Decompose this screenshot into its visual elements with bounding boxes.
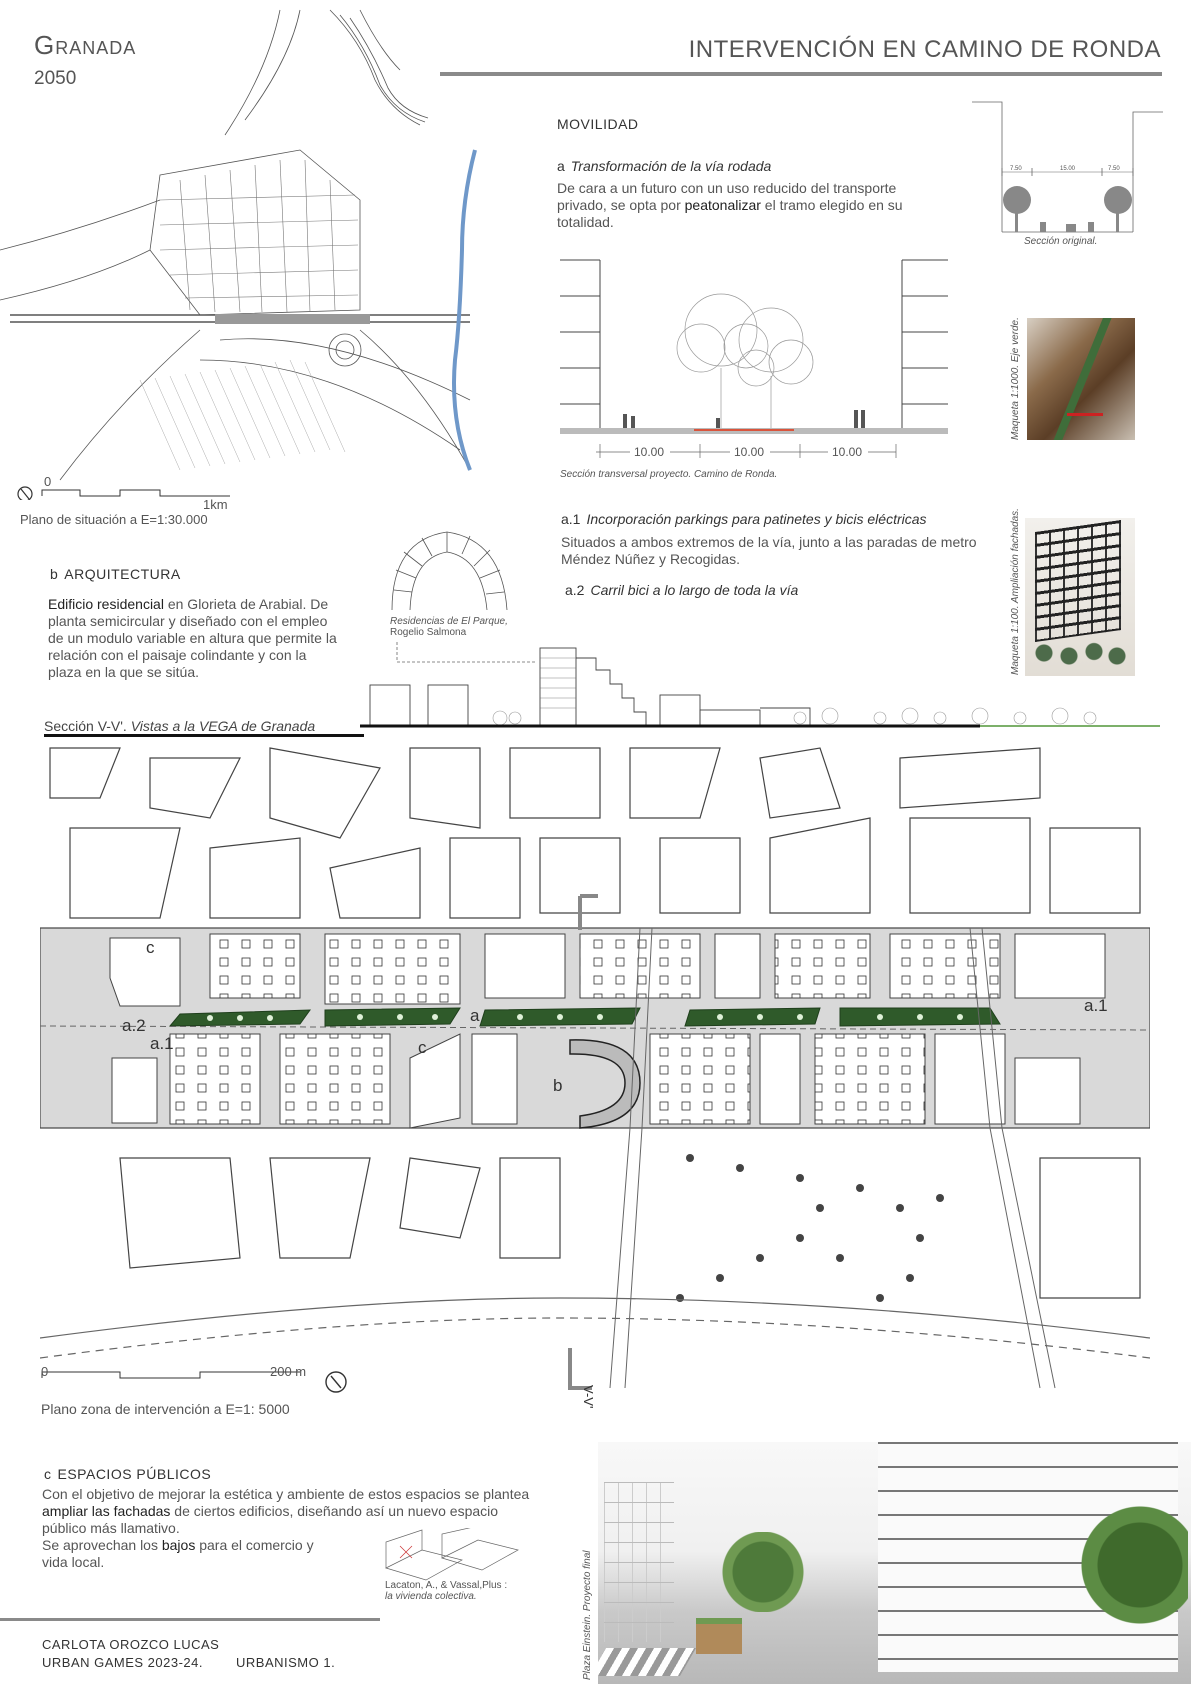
public-spaces-heading (44, 1466, 211, 1482)
plaza-einstein-render (598, 1442, 1191, 1684)
facade-grid (1035, 520, 1121, 642)
salmona-caption-1: Residencias de El Parque, (390, 616, 508, 627)
salmona-caption (390, 616, 508, 638)
public-spaces-text-b (42, 1537, 332, 1571)
section-vv-label-text: Sección V-V'. (44, 718, 127, 734)
original-dim-2: 15.00 (1060, 166, 1076, 172)
original-dim-1: 7.50 (1010, 166, 1022, 172)
public-spaces-tag: c (44, 1466, 52, 1482)
mobility-a-text (557, 180, 937, 231)
lacaton-caption (385, 1580, 507, 1602)
mobility-a1-title-text: Incorporación parkings para patinetes y bicis eléctricas (586, 511, 927, 527)
title-rule (440, 72, 1162, 76)
render-crosswalk (598, 1648, 696, 1676)
maqueta-2-caption: Maqueta 1:100. Ampliación fachadas. (1010, 508, 1021, 675)
lacaton-reference-sketch (382, 1528, 528, 1586)
year-label: 2050 (34, 68, 77, 89)
architecture-text-bold: Edificio residencial (48, 596, 164, 612)
salmona-caption-2: Rogelio Salmona (390, 627, 467, 638)
mobility-a2-title-text: Carril bici a lo largo de toda la vía (590, 582, 799, 598)
plan-label-a2: a.2 (122, 1016, 146, 1035)
section-vv-label-italic: Vistas a la VEGA de Granada (130, 718, 316, 734)
plan-cut-label: V-V' (581, 1385, 596, 1409)
red-marker (1067, 413, 1103, 416)
footer-author: CARLOTA OROZCO LUCAS (42, 1637, 220, 1652)
section-vv-label (44, 718, 315, 734)
mobility-a1-text: Situados a ambos extremos de la vía, junto a las paradas de metro Méndez Núñez y Recogidas. (561, 534, 977, 567)
footer-course: URBANISMO 1. (236, 1655, 336, 1670)
project-dim-1: 10.00 (634, 445, 665, 459)
mobility-a-text-2: el tramo elegido en su totalidad. (557, 197, 903, 230)
architecture-tag: b (50, 566, 59, 582)
architecture-text-body: en Glorieta de Arabial. De planta semicircular y diseñado con el empleo de un modulo variable en altura que permite la relación con el paisaje colindante y con la plaza en la que se sitúa. (48, 596, 337, 680)
section-vv-drawing (360, 640, 1160, 740)
mobility-a-title (557, 158, 771, 174)
mobility-a-title-text: Transformación de la vía rodada (570, 158, 772, 174)
plan-label-b: b (553, 1076, 563, 1095)
city-title: Granada (34, 30, 137, 60)
situation-plan-caption: Plano de situación a E=1:30.000 (20, 512, 208, 527)
original-section-caption: Sección original. (1024, 236, 1098, 247)
page-title: INTERVENCIÓN EN CAMINO DE RONDA (688, 36, 1161, 63)
mobility-a-text-bold: peatonalizar (684, 197, 761, 213)
project-section-caption: Sección transversal proyecto. Camino de Ronda. (560, 469, 778, 480)
render-tree-left (718, 1532, 808, 1612)
public-spaces-text-3: Se aprovechan los (42, 1537, 162, 1553)
plan-label-a: a (470, 1006, 480, 1025)
section-vv-ground-line (44, 734, 364, 737)
plan-label-a1-east: a.1 (1084, 996, 1108, 1015)
original-dim-3: 7.50 (1108, 166, 1120, 172)
salmona-reference-sketch (382, 520, 517, 620)
lacaton-caption-2: la vivienda colectiva. (385, 1591, 477, 1602)
public-spaces-heading-text: ESPACIOS PÚBLICOS (57, 1466, 212, 1482)
public-spaces-bold-1: ampliar las fachadas (42, 1503, 171, 1519)
intervention-plan-drawing (40, 738, 1150, 1398)
mobility-heading: MOVILIDAD (557, 116, 639, 132)
plan-label-a1-west: a.1 (150, 1034, 174, 1053)
mobility-a1-title (561, 511, 927, 527)
situation-scale-km: 1km (203, 497, 228, 512)
plan-label-c-south: c (418, 1038, 427, 1057)
architecture-heading-text: ARQUITECTURA (64, 566, 181, 582)
public-spaces-text-2: de ciertos edificios, diseñando así un nuevo espacio público más llamativo. (42, 1503, 499, 1536)
mobility-a-text-1: De cara a un futuro con un uso reducido del transporte privado, se opta por (557, 180, 897, 213)
plaza-einstein-caption: Plaza Einstein. Proyecto final (582, 1550, 593, 1680)
maqueta-green-axis-photo (1027, 318, 1135, 440)
architecture-text (48, 596, 338, 681)
render-left-building (604, 1482, 674, 1642)
render-tree-right (1068, 1502, 1188, 1642)
footer-rule (0, 1618, 380, 1621)
public-spaces-bold-2: bajos (161, 1537, 196, 1553)
mobility-a1-tag: a.1 (561, 511, 581, 527)
public-spaces-text-1: Con el objetivo de mejorar la estética y ambiente de estos espacios se plantea (42, 1486, 530, 1502)
project-dim-3: 10.00 (832, 445, 863, 459)
public-spaces-text-4: para el comercio y vida local. (42, 1537, 314, 1570)
situation-plan-drawing (0, 0, 490, 500)
mobility-a-tag: a (557, 158, 565, 174)
original-section-drawing (970, 100, 1165, 235)
footer-event: URBAN GAMES 2023-24. (42, 1655, 204, 1670)
mobility-a2-tag: a.2 (565, 582, 585, 598)
green-axis-strip (1049, 318, 1113, 440)
situation-scale-zero: 0 (44, 474, 52, 489)
plan-label-c-north: c (146, 938, 155, 957)
plan-scale-m: 200 m (270, 1364, 307, 1379)
plan-scale-zero: 0 (41, 1364, 49, 1379)
mobility-a2-title (565, 582, 798, 598)
project-section-drawing (556, 258, 952, 468)
project-dim-2: 10.00 (734, 445, 765, 459)
render-planter (696, 1618, 742, 1654)
architecture-heading (50, 566, 181, 582)
plan-caption: Plano zona de intervención a E=1: 5000 (41, 1401, 290, 1417)
maqueta-1-caption: Maqueta 1:1000. Eje verde. (1010, 317, 1021, 440)
lacaton-caption-1: Lacaton, A., & Vassal,Plus : (385, 1580, 508, 1591)
